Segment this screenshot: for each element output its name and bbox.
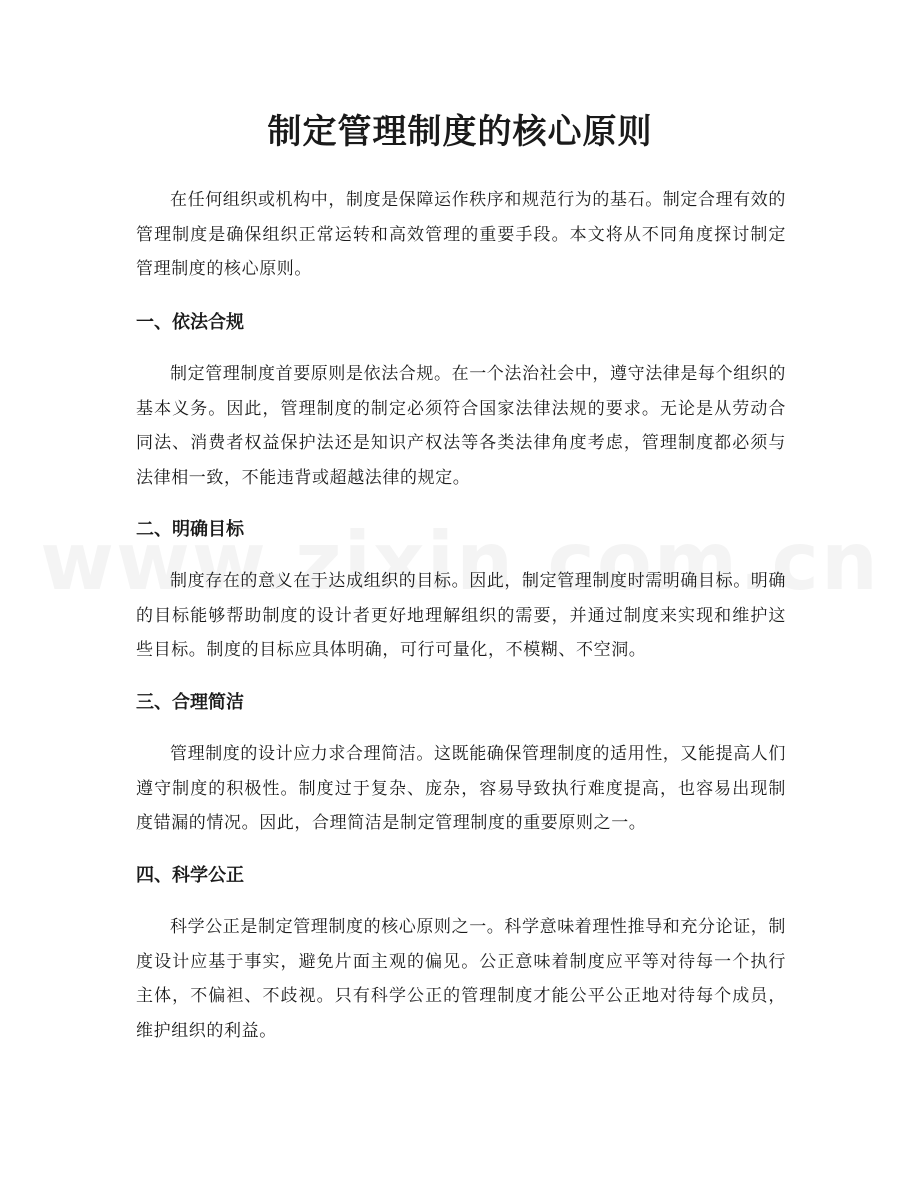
section-body-4: 科学公正是制定管理制度的核心原则之一。科学意味着理性推导和充分论证，制度设计应基于事实，避免片面主观的偏见。公正意味着制度应平等对待每一个执行主体，不偏袒、不歧视。只有科学公正的管理制度才能公平公正地对待每个成员，维护组织的利益。 [136, 917, 786, 1041]
page-title: 制定管理制度的核心原则 [267, 112, 653, 152]
section-heading-1: 一、依法合规 [136, 312, 244, 333]
section-heading-2: 二、明确目标 [136, 519, 244, 540]
section-body-1: 制定管理制度首要原则是依法合规。在一个法治社会中，遵守法律是每个组织的基本义务。因此，管理制度的制定必须符合国家法律法规的要求。无论是从劳动合同法、消费者权益保护法还是知识产权法等各类法律角度考虑，管理制度都必须与法律相一致，不能违背或超越法律的规定。 [136, 364, 786, 488]
section-heading-4: 四、科学公正 [136, 865, 244, 886]
section-body-3: 管理制度的设计应力求合理简洁。这既能确保管理制度的适用性，又能提高人们遵守制度的积极性。制度过于复杂、庞杂，容易导致执行难度提高，也容易出现制度错漏的情况。因此，合理简洁是制定管理制度的重要原则之一。 [136, 744, 786, 833]
section-body-2: 制度存在的意义在于达成组织的目标。因此，制定管理制度时需明确目标。明确的目标能够帮助制度的设计者更好地理解组织的需要，并通过制度来实现和维护这些目标。制度的目标应具体明确，可行可量化，不模糊、不空洞。 [136, 571, 786, 660]
intro-paragraph: 在任何组织或机构中，制度是保障运作秩序和规范行为的基石。制定合理有效的管理制度是确保组织正常运转和高效管理的重要手段。本文将从不同角度探讨制定管理制度的核心原则。 [136, 190, 786, 279]
section-heading-3: 三、合理简洁 [136, 692, 244, 713]
